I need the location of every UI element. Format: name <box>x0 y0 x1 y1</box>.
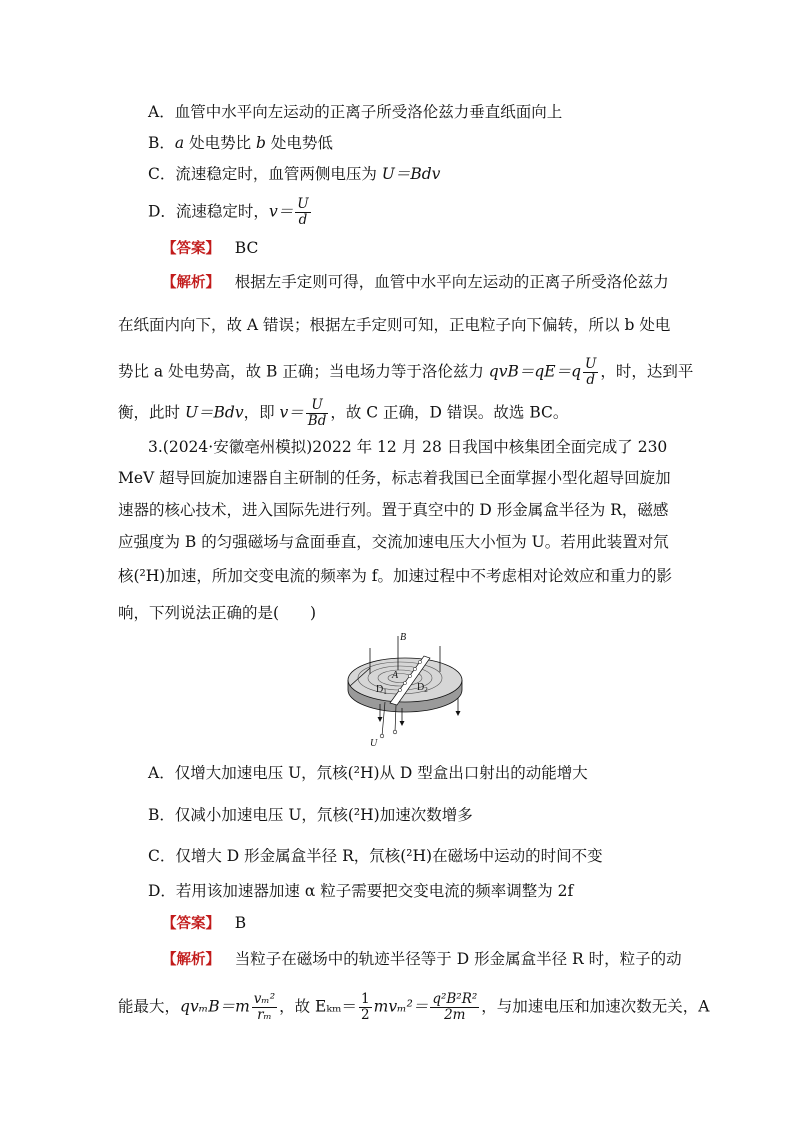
q3-stem-line-2: MeV 超导回旋加速器自主研制的任务，标志着我国已全面掌握小型化超导回旋加 <box>118 469 671 487</box>
q3-option-b: B．仅减小加速电压 U，氘核(²H)加速次数增多 <box>148 806 473 824</box>
option-d: D．流速稳定时，v＝ $\frac{U}{d}$ <box>148 196 309 228</box>
label-b: B <box>400 632 407 643</box>
label-d1: $D_1$ <box>376 684 387 696</box>
q3-answer-line: 【答案】 B <box>162 914 247 932</box>
q3-stem-line-5: 核(²H)加速，所加交变电流的频率为 f。加速过程中不考虑相对论效应和重力的影 <box>118 567 672 585</box>
fraction: $\frac{\text{q²B²R²}}{2m}$ <box>432 991 478 1023</box>
option-c: C．流速稳定时，血管两侧电压为 U＝Bdv <box>148 165 441 183</box>
q3-stem-line-4: 应强度为 B 的匀强磁场与盒面垂直，交流加速电压大小恒为 U。若用此装置对氘 <box>118 533 669 551</box>
analysis-line-2: 在纸面内向下，故 A 错误；根据左手定则可知，正电粒子向下偏转，所以 b 处电 <box>118 316 671 334</box>
q3-option-a: A．仅增大加速电压 U，氘核(²H)从 D 型盒出口射出的动能增大 <box>148 764 588 782</box>
q3-stem-line-3: 速器的核心技术，进入国际先进行列。置于真空中的 D 形金属盒半径为 R，磁感 <box>118 501 669 519</box>
q3-option-d: D．若用该加速器加速 α 粒子需要把交变电流的频率调整为 2f <box>148 882 574 900</box>
option-a: A．血管中水平向左运动的正离子所受洛伦兹力垂直纸面向上 <box>148 103 563 121</box>
label-a: A <box>392 670 399 681</box>
fraction: $\frac{U}{d}$ <box>297 196 309 228</box>
analysis-line-4: 衡，此时 U＝Bdv，即 v＝ $\frac{U}{Bd}$ ，故 C 正确，D 错误。故选 BC。 <box>118 397 569 429</box>
fraction: $\frac{U}{d}$ <box>585 356 597 388</box>
q3-stem-line-1: 3.(2024·安徽亳州模拟)2022 年 12 月 28 日我国中核集团全面完成了 230 <box>148 438 668 456</box>
label-d2: $D_2$ <box>417 682 428 694</box>
analysis-tag: 【解析】 <box>162 952 220 968</box>
fraction: $\frac{1}{2}$ <box>361 991 370 1023</box>
q3-stem-line-6: 响，下列说法正确的是( ) <box>118 604 317 622</box>
analysis-tag: 【解析】 <box>162 275 220 291</box>
label-u: U <box>370 738 378 748</box>
answer-tag: 【答案】 <box>162 916 220 932</box>
q3-option-c: C．仅增大 D 形金属盒半径 R，氘核(²H)在磁场中运动的时间不变 <box>148 847 603 865</box>
cyclotron-figure <box>340 628 470 748</box>
fraction: $\frac{\text{vₘ²}}{\text{rₘ}}$ <box>253 991 276 1023</box>
analysis-line-3: 势比 a 处电势高，故 B 正确；当电场力等于洛伦兹力 qvB＝qE＝q $\frac{U}{d}$ ，时，达到平 <box>118 356 694 388</box>
q3-analysis-line-2: 能最大，qvₘB＝m $\frac{\text{vₘ²}}{\text{rₘ}}$ ，故 Eₖₘ＝ $\frac{1}{2}$ mvₘ²＝ $\frac{\text{q²B²R²}}{2m}$ ，与加速电压和加速次数无关，A <box>118 991 710 1023</box>
q3-analysis-line-1: 【解析】 当粒子在磁场中的轨迹半径等于 D 形金属盒半径 R 时，粒子的动 <box>162 950 682 968</box>
analysis-line-1: 【解析】 根据左手定则可得，血管中水平向左运动的正离子所受洛伦兹力 <box>162 273 669 291</box>
option-b: B．a 处电势比 b 处电势低 <box>148 134 333 152</box>
fraction: $\frac{U}{Bd}$ <box>307 397 327 429</box>
answer-line: 【答案】 BC <box>162 239 259 257</box>
answer-tag: 【答案】 <box>162 241 220 257</box>
